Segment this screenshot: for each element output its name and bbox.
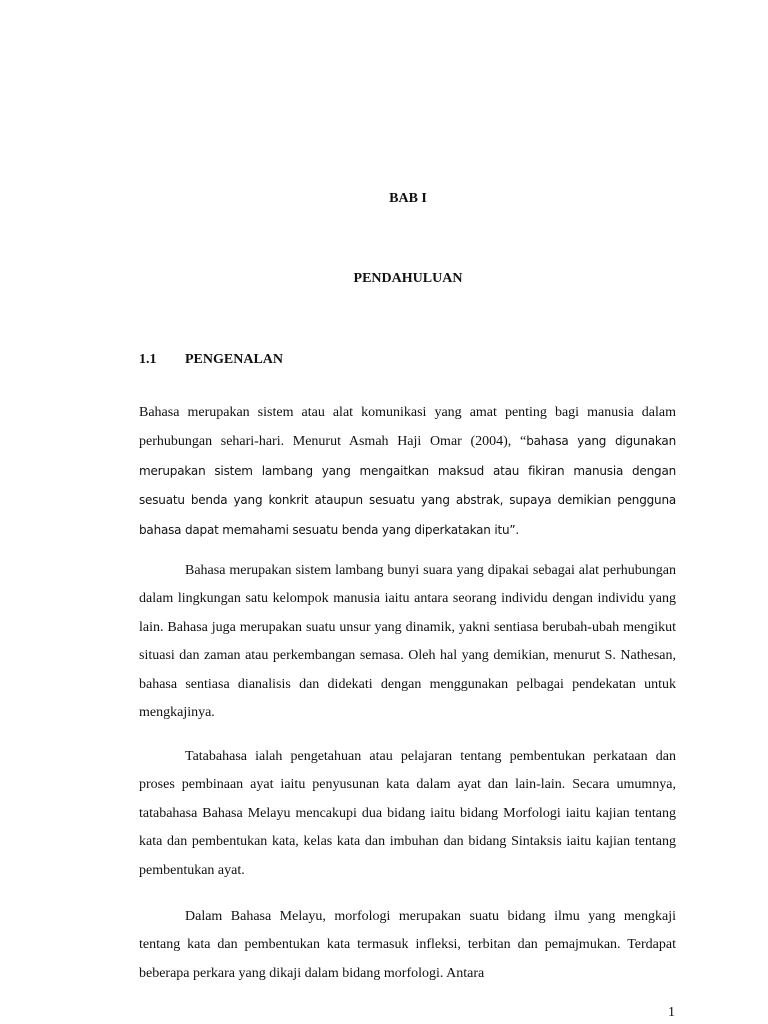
paragraph-text: Bahasa merupakan sistem atau alat komunikasi yang amat penting bagi manusia dalam perhubungan sehari-hari. Menurut Asmah Haji Omar (2004), “ xyxy=(139,405,676,450)
page-number: 1 xyxy=(668,1005,675,1020)
paragraph-introduction xyxy=(139,399,676,545)
section-heading xyxy=(139,352,283,368)
chapter-title: PENDAHULUAN xyxy=(353,271,463,286)
quoted-definition: bahasa yang digunakan merupakan sistem lambang yang mengaitkan maksud atau fikiran manusia dengan sesuatu benda yang konkrit ataupun sesuatu yang abstrak, supaya demikian pengguna bahasa dapat memahami sesuatu benda yang diperkatakan itu”. xyxy=(139,434,676,537)
paragraph-morphology: Dalam Bahasa Melayu, morfologi merupakan suatu bidang ilmu yang mengkaji tentang kata dan pembentukan kata termasuk infleksi, terbitan dan pemajmukan. Terdapat beberapa perkara yang dikaji dalam bidang morfologi. Antara xyxy=(139,909,676,981)
section-number: 1.1 xyxy=(139,352,157,367)
chapter-label: BAB I xyxy=(389,191,427,206)
section-title: PENGENALAN xyxy=(185,352,284,367)
paragraph-language-system: Bahasa merupakan sistem lambang bunyi suara yang dipakai sebagai alat perhubungan dalam lingkungan satu kelompok manusia iaitu antara seorang individu dengan individu yang lain. Bahasa juga merupakan suatu unsur yang dinamik, yakni sentiasa berubah-ubah mengikut situasi dan zaman atau perkembangan semasa. Oleh hal yang demikian, menurut S. Nathesan, bahasa sentiasa dianalisis dan didekati dengan menggunakan pelbagai pendekatan untuk mengkajinya. xyxy=(139,563,676,721)
paragraph-grammar: Tatabahasa ialah pengetahuan atau pelajaran tentang pembentukan perkataan dan proses pembinaan ayat iaitu penyusunan kata dalam ayat dan lain-lain. Secara umumnya, tatabahasa Bahasa Melayu mencakupi dua bidang iaitu bidang Morfologi iaitu kajian tentang kata dan pembentukan kata, kelas kata dan imbuhan dan bidang Sintaksis iaitu kajian tentang pembentukan ayat. xyxy=(139,749,676,878)
